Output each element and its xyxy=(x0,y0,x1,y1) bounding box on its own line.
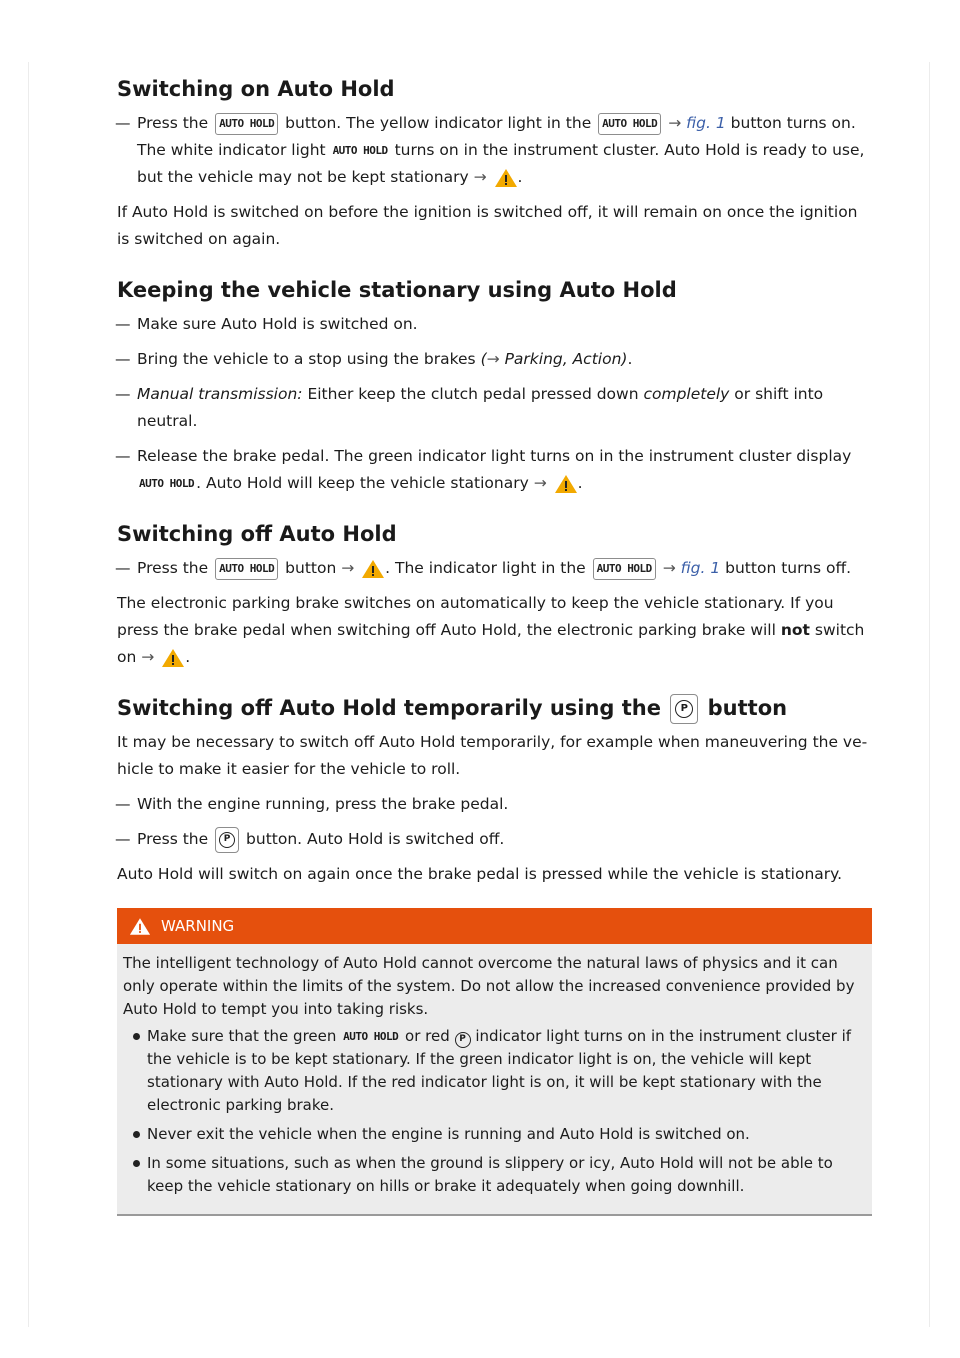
period: . xyxy=(517,168,523,186)
heading-text: button xyxy=(707,696,788,720)
step-text: or shift into neutral. xyxy=(137,385,824,430)
auto-hold-button-icon: AUTO HOLD xyxy=(593,558,656,580)
step-press-p-button xyxy=(117,826,872,853)
bullet-dot xyxy=(133,1033,140,1040)
step-dash: — xyxy=(115,114,131,132)
heading-text: Switching off Auto Hold temporarily using the xyxy=(117,696,662,720)
step-text: Either keep the clutch pedal pressed down xyxy=(307,385,639,403)
heading-switching-on: Switching on Auto Hold xyxy=(117,77,395,101)
bullet-text: or red xyxy=(405,1027,450,1045)
bullet-text: indicator light turns on in the instrument cluster if the vehicle is to be kept stationary. If the green indicator light is on, the vehicle will kept stationary with Auto Hold. If the red indicator light is on, it will be kept stationary with the electronic parking brake. xyxy=(147,1027,852,1114)
period: . xyxy=(185,648,191,666)
auto-hold-button-icon: AUTO HOLD xyxy=(215,113,278,135)
parking-action-ref[interactable]: Parking, Action) xyxy=(504,350,628,368)
step-dash: — xyxy=(115,385,131,403)
temporary-paragraph: It may be necessary to switch off Auto Hold temporarily, for example when maneuvering the ve- hicle to make it easier for the vehicle to roll. xyxy=(117,733,868,778)
epb-button-icon xyxy=(670,694,698,724)
step-text: button turns on. The white indicator light xyxy=(137,114,856,159)
warning-header xyxy=(117,908,872,944)
warning-triangle-icon[interactable] xyxy=(494,168,518,188)
step-dash: — xyxy=(115,350,131,368)
warning-triangle-icon xyxy=(129,917,151,936)
section-temporarily xyxy=(117,691,872,888)
step-dash: — xyxy=(115,315,131,333)
paren-open: ( xyxy=(480,350,487,368)
warning-label: WARNING xyxy=(161,916,235,935)
step-dash: — xyxy=(115,830,131,848)
para-text: The electronic parking brake switches on automatically to keep the vehicle stationary. If you press the brake pedal when switching off Auto Hold, the electronic parking brake will xyxy=(117,594,834,639)
step-dash: — xyxy=(115,559,131,577)
auto-hold-button-icon: AUTO HOLD xyxy=(215,558,278,580)
step-text: Press the xyxy=(137,830,209,848)
bullet-text: Make sure that the green xyxy=(147,1027,337,1045)
para-text: switch on xyxy=(117,621,865,666)
period: . xyxy=(577,474,583,492)
step-text: Release the brake pedal. The green indicator light turns on in the instrument cluster display xyxy=(137,447,852,465)
ignition-paragraph: If Auto Hold is switched on before the ignition is switched off, it will remain on once the ignition is switched on again. xyxy=(117,203,858,248)
fig-1-link[interactable]: fig. 1 xyxy=(680,559,721,577)
bullet-dot xyxy=(133,1131,140,1138)
arrow-icon: → xyxy=(473,168,487,186)
step-text: Bring the vehicle to a stop using the brakes xyxy=(137,350,476,368)
step-press-auto-hold-off xyxy=(117,555,872,582)
emphasis-completely: completely xyxy=(643,385,730,403)
p-circle-icon: P xyxy=(455,1032,471,1048)
warning-box xyxy=(117,908,872,1216)
step-text: . Auto Hold will keep the vehicle stationary xyxy=(196,474,529,492)
step-text: button. Auto Hold is switched off. xyxy=(246,830,505,848)
section-switching-off xyxy=(117,517,872,671)
warning-triangle-icon[interactable] xyxy=(554,474,578,494)
step-text: button turns off. xyxy=(725,559,852,577)
left-page-border xyxy=(28,62,29,1327)
page-content xyxy=(117,72,872,1216)
p-circle-icon: P xyxy=(219,832,235,848)
switch-on-again-paragraph: Auto Hold will switch on again once the brake pedal is pressed while the vehicle is stationary. xyxy=(117,865,843,883)
p-circle-icon: P xyxy=(675,700,693,718)
heading-keeping-stationary: Keeping the vehicle stationary using Auto Hold xyxy=(117,278,677,302)
heading-temporarily xyxy=(117,691,872,725)
step-engine-running xyxy=(117,791,872,818)
step-manual-transmission xyxy=(117,381,872,435)
manual-transmission-label: Manual transmission: xyxy=(137,385,303,403)
step-text: . The indicator light in the xyxy=(385,559,586,577)
step-press-auto-hold xyxy=(117,110,872,191)
arrow-icon: → xyxy=(341,559,355,577)
warning-triangle-icon[interactable] xyxy=(161,648,185,668)
right-page-border xyxy=(929,62,930,1327)
warning-triangle-icon[interactable] xyxy=(361,559,385,579)
bullet-dot xyxy=(133,1160,140,1167)
warning-bullet xyxy=(123,1025,860,1117)
period: . xyxy=(627,350,633,368)
step-text: Press the xyxy=(137,114,209,132)
warning-body xyxy=(117,944,872,1216)
auto-hold-indicator-icon: AUTO HOLD xyxy=(343,1030,399,1043)
step-dash: — xyxy=(115,795,131,813)
heading-switching-off: Switching off Auto Hold xyxy=(117,522,397,546)
section-keeping-stationary xyxy=(117,273,872,497)
arrow-icon: → xyxy=(662,559,676,577)
auto-hold-indicator-icon: AUTO HOLD xyxy=(332,144,388,157)
auto-hold-button-icon: AUTO HOLD xyxy=(598,113,661,135)
step-text: Press the xyxy=(137,559,209,577)
auto-hold-indicator-icon: AUTO HOLD xyxy=(139,477,195,490)
step-text: With the engine running, press the brake pedal. xyxy=(137,795,509,813)
step-text: button xyxy=(285,559,337,577)
step-dash: — xyxy=(115,447,131,465)
epb-paragraph xyxy=(117,590,872,671)
arrow-icon: → xyxy=(668,114,682,132)
arrow-icon: → xyxy=(486,350,500,368)
step-make-sure xyxy=(117,311,872,338)
step-release-brake xyxy=(117,443,872,497)
emphasis-not: not xyxy=(780,621,810,639)
fig-1-link[interactable]: fig. 1 xyxy=(686,114,726,132)
warning-bullet xyxy=(123,1152,860,1198)
warning-intro: The intelligent technology of Auto Hold cannot overcome the natural laws of physics and it can only operate within the limits of the system. Do not allow the increased convenience provided by Auto Hold to tempt you into taking risks. xyxy=(123,954,855,1018)
arrow-icon: → xyxy=(141,648,155,666)
step-bring-to-stop xyxy=(117,346,872,373)
step-text: button. The yellow indicator light in the xyxy=(285,114,592,132)
step-text: turns on in the instrument cluster. Auto Hold is ready to use, but the vehicle may not be kept stationary xyxy=(137,141,865,186)
section-switching-on xyxy=(117,72,872,253)
bullet-text: Never exit the vehicle when the engine is running and Auto Hold is switched on. xyxy=(147,1125,750,1143)
step-text: Make sure Auto Hold is switched on. xyxy=(137,315,418,333)
warning-bullet xyxy=(123,1123,860,1146)
epb-button-icon xyxy=(215,827,239,853)
bullet-text: In some situations, such as when the ground is slippery or icy, Auto Hold will not be able to keep the vehicle stationary on hills or brake it adequately when going downhill. xyxy=(147,1154,833,1195)
arrow-icon: → xyxy=(533,474,547,492)
